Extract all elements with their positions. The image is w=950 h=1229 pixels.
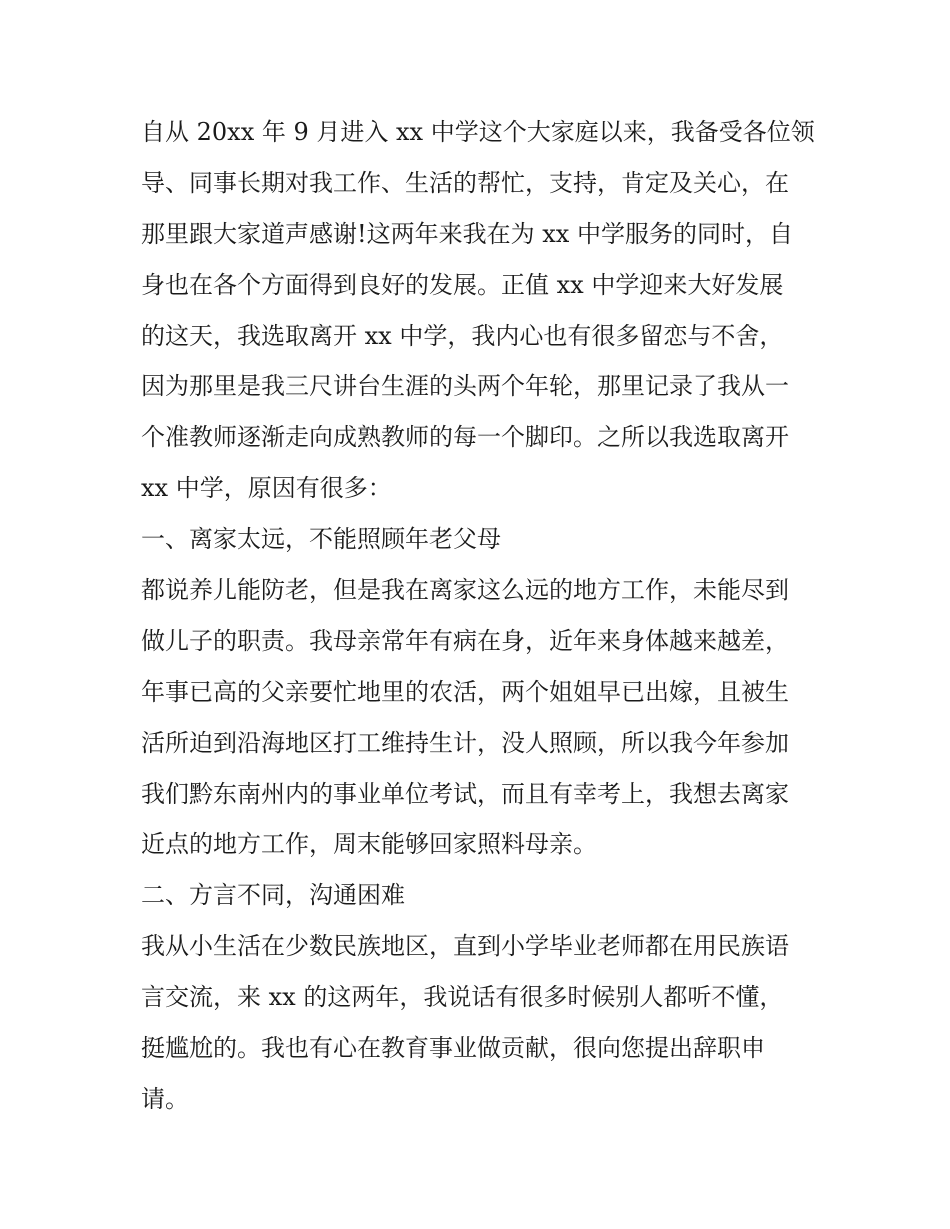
paragraph-line: 都说养儿能防老，但是我在离家这么远的地方工作，未能尽到 <box>141 576 789 605</box>
paragraph-line: 请。 <box>141 1084 189 1113</box>
paragraph-line: 年事已高的父亲要忙地里的农活，两个姐姐早已出嫁，且被生 <box>141 677 789 706</box>
paragraph-line: 做儿子的职责。我母亲常年有病在身，近年来身体越来越差， <box>141 626 789 655</box>
paragraph-line: 近点的地方工作，周末能够回家照料母亲。 <box>141 830 597 859</box>
paragraph-line: 挺尴尬的。我也有心在教育事业做贡献，很向您提出辞职申 <box>141 1034 765 1063</box>
paragraph-line: 的这天，我选取离开 xx 中学，我内心也有很多留恋与不舍， <box>141 321 784 350</box>
paragraph-line: 活所迫到沿海地区打工维持生计，没人照顾，所以我今年参加 <box>141 728 789 757</box>
paragraph-line: 我从小生活在少数民族地区，直到小学毕业老师都在用民族语 <box>141 932 789 961</box>
paragraph-line: xx 中学，原因有很多： <box>141 474 392 503</box>
paragraph-line: 因为那里是我三尺讲台生涯的头两个年轮，那里记录了我从一 <box>141 372 789 401</box>
paragraph-line: 个准教师逐渐走向成熟教师的每一个脚印。之所以我选取离开 <box>141 423 789 452</box>
section-heading-1: 一、离家太远，不能照顾年老父母 <box>141 525 501 554</box>
paragraph-line: 那里跟大家道声感谢!这两年来我在为 xx 中学服务的同时，自 <box>141 219 793 248</box>
resignation-letter-body <box>141 107 813 1125</box>
section-heading-2: 二、方言不同，沟通困难 <box>141 881 405 910</box>
paragraph-line: 自从 20xx 年 9 月进入 xx 中学这个大家庭以来，我备受各位领 <box>141 118 815 146</box>
paragraph-line: 身也在各个方面得到良好的发展。正值 xx 中学迎来大好发展 <box>141 270 784 299</box>
paragraph-line: 导、同事长期对我工作、生活的帮忙，支持，肯定及关心，在 <box>141 168 789 197</box>
paragraph-line: 言交流，来 xx 的这两年，我说话有很多时候别人都听不懂， <box>141 983 784 1012</box>
paragraph-line: 我们黔东南州内的事业单位考试，而且有幸考上，我想去离家 <box>141 779 789 808</box>
